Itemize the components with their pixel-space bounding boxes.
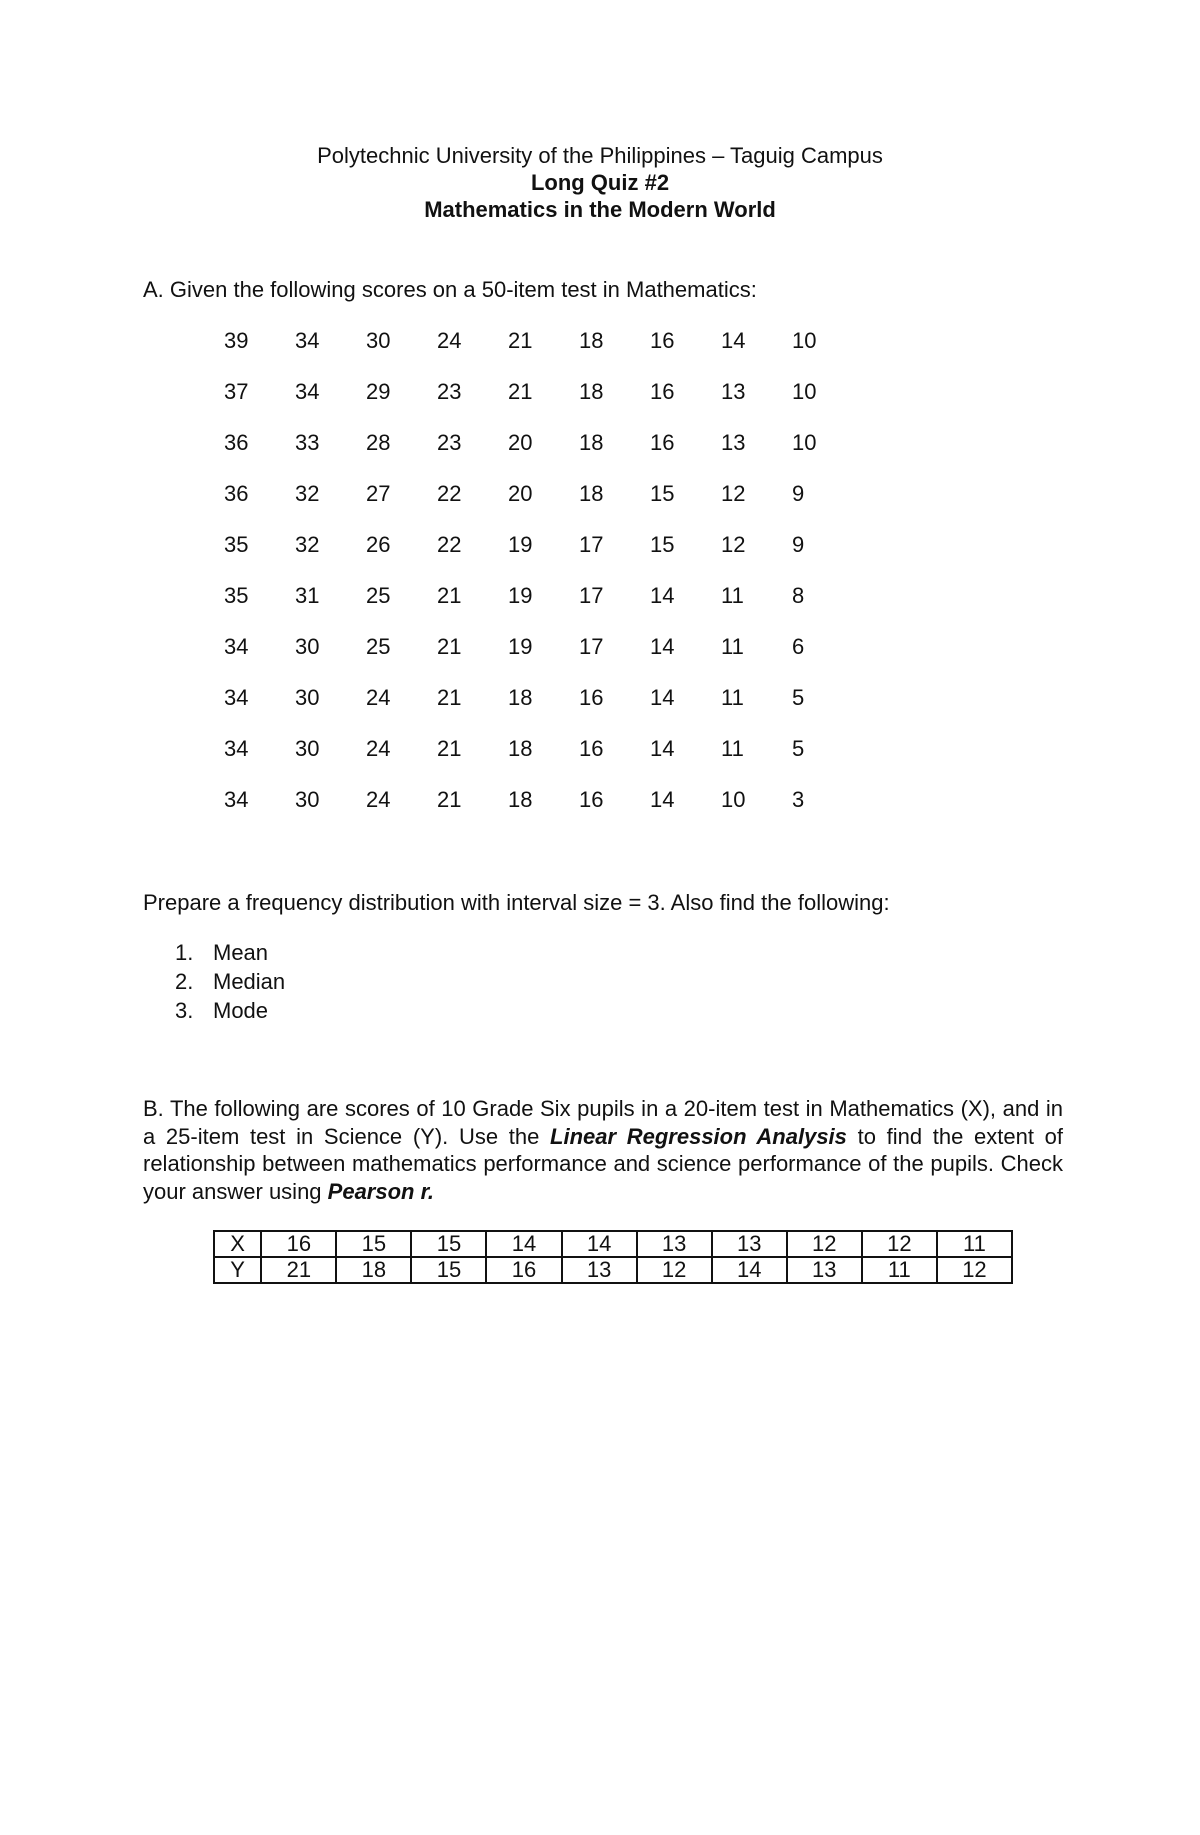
y-value-cell: 18 [336,1257,411,1283]
score-cell: 30 [295,634,320,659]
task-item [175,967,285,996]
score-cell: 11 [721,634,744,659]
score-cell: 17 [579,634,604,659]
score-cell: 24 [366,685,391,710]
score-cell: 11 [721,685,744,710]
score-cell: 14 [650,736,675,761]
score-cell: 34 [295,379,320,404]
score-cell: 16 [579,787,604,812]
institution-name: Polytechnic University of the Philippines – Taguig Campus [317,143,883,168]
score-cell: 21 [437,736,462,761]
score-cell: 34 [224,736,249,761]
score-cell: 25 [366,634,391,659]
part-b-emphasis-pearson: Pearson r. [327,1178,435,1204]
y-row [214,1257,1012,1283]
score-cell: 30 [295,685,320,710]
score-cell: 10 [792,430,817,455]
task-number: 2. [175,969,194,994]
score-cell: 22 [437,532,462,557]
score-cell: 33 [295,430,320,455]
x-row [214,1231,1012,1257]
score-cell: 36 [224,481,249,506]
score-cell: 18 [508,787,533,812]
score-cell: 10 [721,787,746,812]
quiz-title: Long Quiz #2 [530,170,670,195]
score-cell: 24 [366,787,391,812]
x-value-cell: 11 [937,1231,1012,1257]
score-cell: 6 [792,634,805,659]
score-cell: 30 [295,736,320,761]
part-b-text-1: B. The following are scores of 10 Grade Six pupils in a 20-item test in Mathematics (X), and in a 25-item test in Science (Y). Use the [143,1096,1063,1149]
subject-title: Mathematics in the Modern World [424,197,776,222]
score-cell: 16 [650,379,675,404]
score-cell: 16 [579,736,604,761]
score-cell: 39 [224,328,249,353]
y-value-cell: 16 [486,1257,561,1283]
y-label-cell: Y [214,1257,261,1283]
score-cell: 32 [295,481,320,506]
score-cell: 18 [508,736,533,761]
task-label: Mode [213,998,269,1023]
score-cell: 13 [721,379,746,404]
part-b-emphasis-regression: Linear Regression Analysis [550,1123,847,1149]
score-row [0,326,1200,356]
score-cell: 22 [437,481,462,506]
score-cell: 11 [721,736,744,761]
score-cell: 10 [792,328,817,353]
score-cell: 37 [224,379,249,404]
x-value-cell: 14 [486,1231,561,1257]
score-cell: 21 [437,634,462,659]
score-row [0,683,1200,713]
score-cell: 11 [721,583,744,608]
score-cell: 35 [224,532,249,557]
score-cell: 21 [437,787,462,812]
x-value-cell: 15 [336,1231,411,1257]
task-number: 3. [175,998,194,1023]
x-value-cell: 13 [637,1231,712,1257]
score-cell: 16 [650,328,675,353]
x-value-cell: 14 [562,1231,637,1257]
document-header [0,142,1200,223]
score-cell: 9 [792,532,805,557]
score-cell: 13 [721,430,746,455]
score-cell: 29 [366,379,391,404]
score-cell: 35 [224,583,249,608]
score-cell: 31 [295,583,320,608]
y-value-cell: 13 [787,1257,862,1283]
task-label: Median [213,969,286,994]
x-value-cell: 12 [787,1231,862,1257]
score-cell: 30 [295,787,320,812]
part-a-instruction: Prepare a frequency distribution with interval size = 3. Also find the following: [143,890,890,915]
score-cell: 3 [792,787,805,812]
score-cell: 19 [508,532,533,557]
score-cell: 18 [579,481,604,506]
score-cell: 34 [224,685,249,710]
score-cell: 19 [508,634,533,659]
score-cell: 27 [366,481,391,506]
task-label: Mean [213,940,269,965]
score-cell: 8 [792,583,805,608]
score-cell: 32 [295,532,320,557]
score-cell: 26 [366,532,391,557]
score-cell: 14 [650,685,675,710]
task-list [175,938,285,1025]
y-value-cell: 11 [862,1257,937,1283]
x-value-cell: 15 [411,1231,486,1257]
x-label-cell: X [214,1231,261,1257]
score-row [0,479,1200,509]
score-cell: 18 [579,430,604,455]
y-value-cell: 21 [261,1257,336,1283]
score-cell: 36 [224,430,249,455]
score-cell: 25 [366,583,391,608]
score-cell: 15 [650,532,675,557]
score-cell: 5 [792,685,805,710]
score-row [0,734,1200,764]
score-cell: 21 [508,328,533,353]
score-cell: 20 [508,481,533,506]
score-cell: 21 [508,379,533,404]
y-value-cell: 15 [411,1257,486,1283]
x-value-cell: 12 [862,1231,937,1257]
score-row [0,530,1200,560]
score-cell: 21 [437,583,462,608]
score-cell: 14 [650,787,675,812]
score-cell: 34 [224,787,249,812]
y-value-cell: 12 [637,1257,712,1283]
y-value-cell: 12 [937,1257,1012,1283]
score-cell: 16 [579,685,604,710]
score-cell: 10 [792,379,817,404]
score-row [0,581,1200,611]
x-value-cell: 16 [261,1231,336,1257]
score-cell: 14 [650,583,675,608]
score-cell: 23 [437,430,462,455]
score-cell: 34 [295,328,320,353]
task-number: 1. [175,940,194,965]
xy-scores-table [213,1230,1013,1284]
y-value-cell: 14 [712,1257,787,1283]
part-b-text-2: to find the extent of relationship between mathematics performance and science performance of the pupils. Check your answer using [143,1123,1063,1204]
part-b-text [143,1095,1063,1205]
score-row [0,428,1200,458]
score-row [0,785,1200,815]
score-cell: 14 [650,634,675,659]
score-cell: 23 [437,379,462,404]
task-item [175,996,285,1025]
score-cell: 9 [792,481,805,506]
task-item [175,938,285,967]
score-cell: 21 [437,685,462,710]
score-cell: 16 [650,430,675,455]
score-cell: 28 [366,430,391,455]
score-cell: 12 [721,532,746,557]
score-cell: 19 [508,583,533,608]
score-cell: 24 [366,736,391,761]
score-cell: 18 [508,685,533,710]
score-cell: 15 [650,481,675,506]
score-cell: 34 [224,634,249,659]
score-cell: 18 [579,379,604,404]
score-cell: 14 [721,328,746,353]
score-cell: 17 [579,583,604,608]
score-cell: 12 [721,481,746,506]
score-cell: 17 [579,532,604,557]
part-a-intro: A. Given the following scores on a 50-item test in Mathematics: [143,277,757,302]
score-cell: 24 [437,328,462,353]
x-value-cell: 13 [712,1231,787,1257]
score-cell: 18 [579,328,604,353]
score-row [0,377,1200,407]
score-cell: 30 [366,328,391,353]
y-value-cell: 13 [562,1257,637,1283]
score-cell: 5 [792,736,805,761]
score-row [0,632,1200,662]
score-cell: 20 [508,430,533,455]
